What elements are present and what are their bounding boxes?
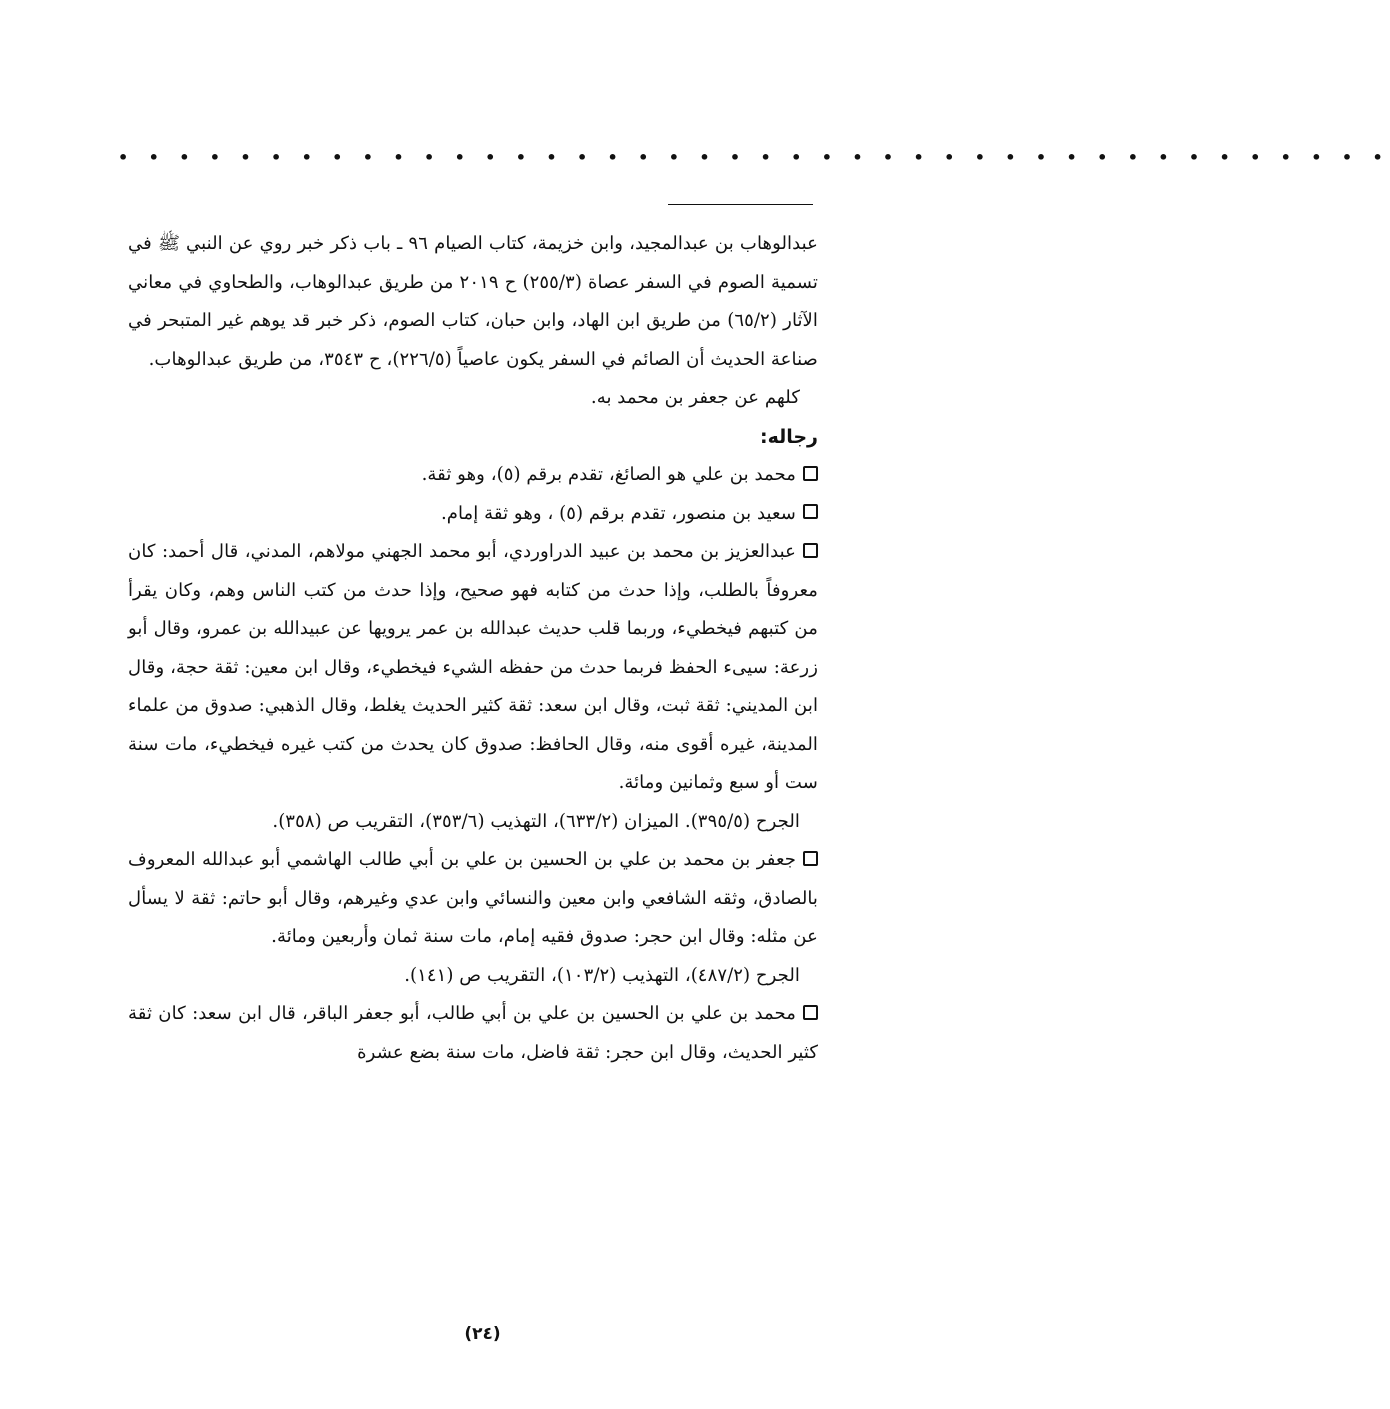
paragraph-citation: عبدالوهاب بن عبدالمجيد، وابن خزيمة، كتاب الصيام ٩٦ ـ باب ذكر خبر روي عن النبي ﷺ في تسمية الصوم في السفر عصاة (٢٥٥/٣) ح ٢٠١٩ من طريق عبدالوهاب، والطحاوي في معاني الآثار (٦٥/٢) من طريق ابن الهاد، وابن حبان، كتاب الصوم، ذكر خبر قد يوهم غير المتبحر في صناعة الحديث أن الصائم في السفر يكون عاصياً (٢٢٦/٥)، ح ٣٥٤٣، من طريق عبدالوهاب. xyxy=(128,233,818,370)
reference-line: الجرح (٣٩٥/٥). الميزان (٦٣٣/٢)، التهذيب (٣٥٣/٦)، التقريب ص (٣٥٨). xyxy=(272,810,800,832)
paragraph-summary: كلهم عن جعفر بن محمد به. xyxy=(590,387,800,408)
section-heading: رجاله: xyxy=(759,425,818,448)
narrator-item: محمد بن علي بن الحسين بن علي بن أبي طالب، أبو جعفر الباقر، قال ابن سعد: كان ثقة كثير الحديث، وقال ابن حجر: ثقة فاضل، مات سنة بضع عشرة xyxy=(128,995,818,1072)
page-body xyxy=(128,225,818,1072)
footnote-rule xyxy=(668,204,813,205)
reference-line: الجرح (٤٨٧/٢)، التهذيب (١٠٣/٢)، التقريب ص (١٤١). xyxy=(404,964,800,986)
narrator-item: جعفر بن محمد بن علي بن الحسين بن علي بن أبي طالب الهاشمي أبو عبدالله المعروف بالصادق، وثقه الشافعي وابن معين والنسائي وابن عدي وغيرهم، وقال أبو حاتم: ثقة لا يسأل عن مثله: وقال ابن حجر: صدوق فقيه إمام، مات سنة ثمان وأربعين ومائة. xyxy=(128,841,818,957)
narrator-item: محمد بن علي هو الصائغ، تقدم برقم (٥)، وهو ثقة. xyxy=(128,456,818,495)
narrator-item: عبدالعزيز بن محمد بن عبيد الدراوردي، أبو محمد الجهني مولاهم، المدني، قال أحمد: كان معروفاً بالطلب، وإذا حدث من كتابه فهو صحيح، وإذا حدث من كتب الناس وهم، وكان يقرأ من كتبهم فيخطيء، وربما قلب حديث عبدالله بن عمر يرويها عن عبيدالله بن عمرو، وقال أبو زرعة: سيىء الحفظ فربما حدث من حفظه الشيء فيخطيء، وقال ابن معين: ثقة حجة، وقال ابن المديني: ثقة ثبت، وقال ابن سعد: ثقة كثير الحديث يغلط، وقال الذهبي: صدوق من علماء المدينة، غيره أقوى منه، وقال الحافظ: صدوق كان يحدث من كتب غيره فيخطيء، مات سنة ست أو سبع وثمانين ومائة. xyxy=(128,533,818,803)
top-dotted-separator: • • • • • • • • • • • • • • • • • • • • • • • • • • • • • • • • • • • • • • • • • • xyxy=(118,148,1390,167)
narrator-item: سعيد بن منصور، تقدم برقم (٥) ، وهو ثقة إمام. xyxy=(128,495,818,534)
page-number: (٢٤) xyxy=(464,1324,501,1344)
